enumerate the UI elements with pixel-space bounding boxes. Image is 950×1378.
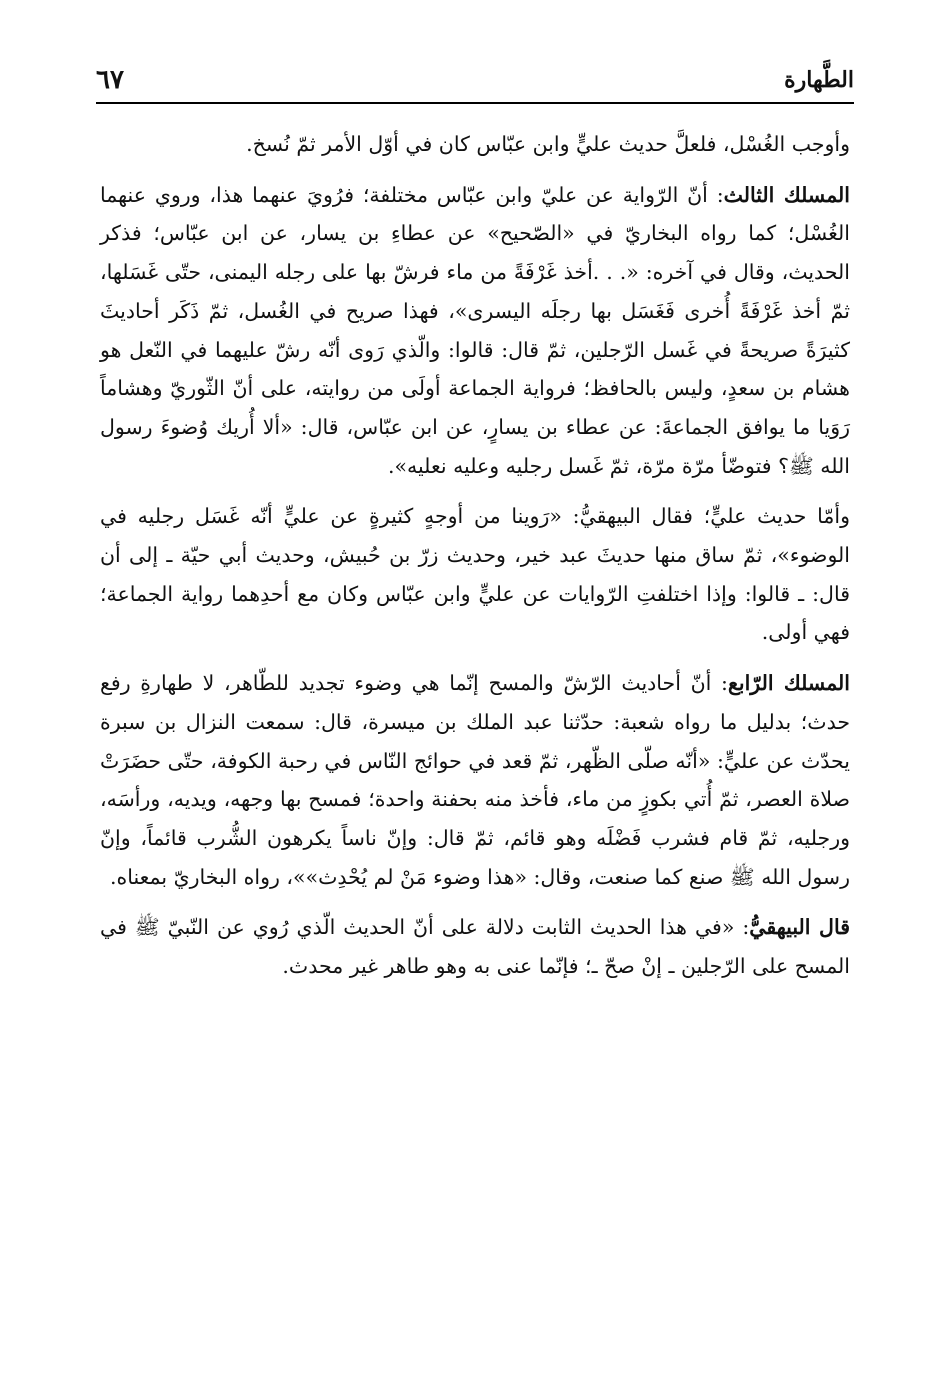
page-number: ٦٧ xyxy=(96,65,124,95)
paragraph-4-heading: المسلك الرّابع xyxy=(727,671,850,696)
paragraph-5-heading: قال البيهقيُّ xyxy=(749,915,850,940)
paragraph-1 xyxy=(100,125,850,164)
paragraph-2-heading: المسلك الثالث xyxy=(723,182,850,207)
paragraph-4-text: : أنّ أحاديث الرّشّ والمسح إنّما هي وضوء تجديد للطّاهر، لا طهارةِ رفع حدث؛ بدليل ما رواه شعبة: حدّثنا عبد الملك بن ميسرة، قال: سمعت النزال بن سبرة يحدّث عن عليٍّ: «أنّه صلّى الظّهر، ثمّ قعد في حوائج النّاس في رحبة الكوفة، حتّى حضَرَتْ صلاة العصر، ثمّ أُتي بكوزٍ من ماء، فأخذ منه بحفنة واحدة؛ فمسح بها وجهه، ويديه، ورأسَه، ورجليه، ثمّ قام فشرب فَضْلَه وهو قائم، ثمّ قال: وإنّ ناساً يكرهون الشُّرب قائماً، وإنّ رسول الله ﷺ صنع كما صنعت، وقال: «هذا وضوء مَنْ لم يُحْدِث»»، رواه البخاريّ بمعناه. xyxy=(100,671,850,889)
paragraph-3-text: وأمّا حديث عليٍّ؛ فقال البيهقيُّ: «رَوينا من أوجهٍ كثيرةٍ عن عليٍّ أنّه غَسَل رجليه في الوضوء»، ثمّ ساق منها حديثَ عبد خير، وحديث زرّ بن حُبيش، وحديث أبي حيّة ـ إلى أن قال: ـ قالوا: وإذا اختلفتِ الرّوايات عن عليٍّ وابن عبّاس وكان مع أحدِهما رواية الجماعة؛ فهي أولى. xyxy=(100,504,850,645)
paragraph-5 xyxy=(100,908,850,985)
running-title: الطَّهارة xyxy=(784,67,854,93)
paragraph-1-text: وأوجب الغُسْل، فلعلَّ حديث عليٍّ وابن عبّاس كان في أوّل الأمر ثمّ نُسخ. xyxy=(246,132,850,156)
paragraph-2 xyxy=(100,176,850,486)
body-text xyxy=(100,125,850,986)
paragraph-2-text: : أنّ الرّواية عن عليّ وابن عبّاس مختلفة؛ فرُويَ عنهما هذا، وروي عنهما الغُسْل؛ كما رواه البخاريّ في «الصّحيح» عن عطاءِ بن يسار، عن ابن عبّاس؛ فذكر الحديث، وقال في آخره: «. . .أخذ غَرْفَةً من ماء فرشّ بها على رجله اليمنى، حتّى غَسَلها، ثمّ أخذ غَرْفَةً أُخرى فَغَسَل بها رجلَه اليسرى»، فهذا صريح في الغُسل، ثمّ ذَكَر أحاديثَ كثيرَةً صريحةً في غَسل الرّجلين، ثمّ قال: قالوا: والّذي رَوى أنّه رشّ عليهما في النّعل هو هشام بن سعدٍ، وليس بالحافظ؛ فرواية الجماعة أولَى من روايته، على أنّ الثّوريّ وهشاماً رَوَيا ما يوافق الجماعةَ: عن عطاء بن يسارٍ، عن ابن عبّاس، قال: «ألا أُريك وُضوءَ رسول الله ﷺ؟ فتوضّأ مرّة مرّة، ثمّ غَسل رجليه وعليه نعليه». xyxy=(100,182,850,478)
paragraph-4 xyxy=(100,664,850,896)
page-header xyxy=(96,58,854,104)
paragraph-3 xyxy=(100,497,850,652)
paragraph-5-text: : «في هذا الحديث الثابت دلالة على أنّ الحديث الّذي رُوي عن النّبيّ ﷺ في المسح على الرّجلين ـ إنْ صحّ ـ؛ فإنّما عنى به وهو طاهر غير محدث. xyxy=(100,915,850,979)
